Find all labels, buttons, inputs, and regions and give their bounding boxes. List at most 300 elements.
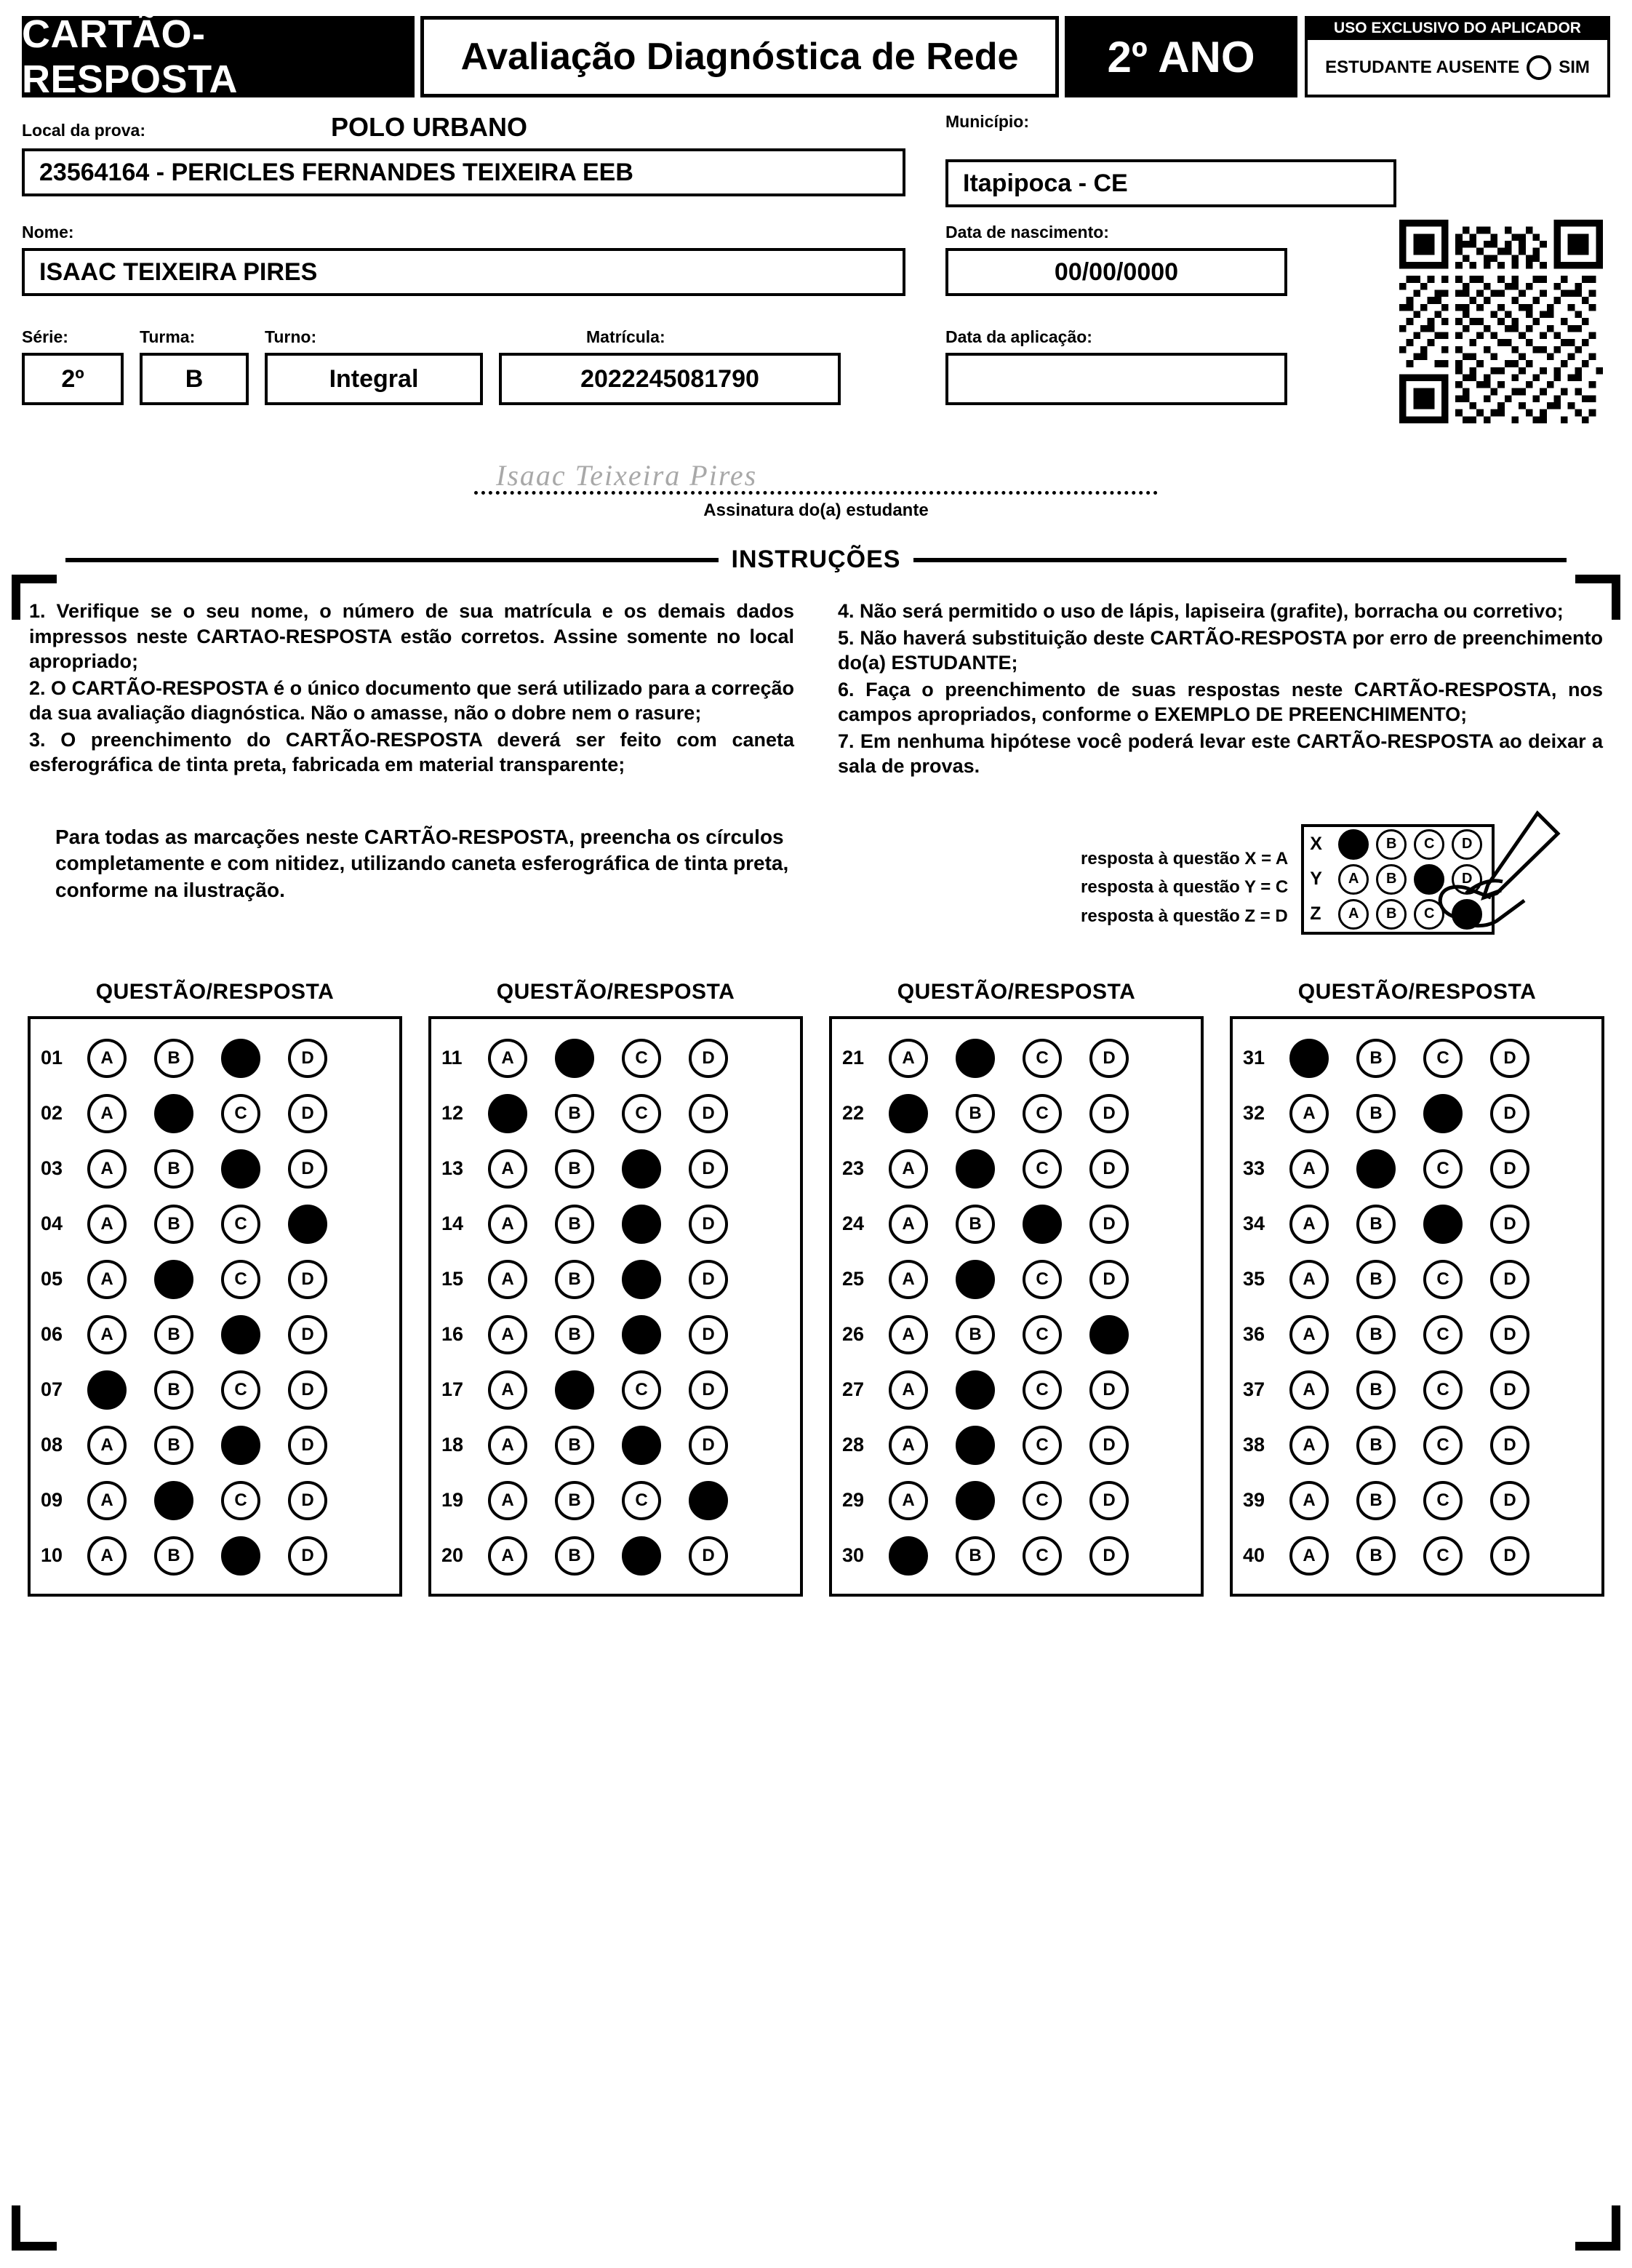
bubble-d[interactable]: D (1490, 1370, 1529, 1410)
bubble-c[interactable]: C (1023, 1370, 1062, 1410)
bubble-a[interactable]: A (889, 1370, 928, 1410)
bubble-c[interactable]: C (1023, 1094, 1062, 1133)
question-number: 38 (1243, 1434, 1265, 1456)
bubble-c[interactable]: C (622, 1370, 661, 1410)
grade-year-label: 2º ANO (1065, 16, 1297, 97)
instruction-item: 5. Não haverá substituição deste CARTÃO-RESPOSTA por erro de preenchimento do(a) ESTUDANTE; (838, 626, 1603, 674)
hand-with-pen-icon (1415, 809, 1561, 936)
bubble-d[interactable]: D (288, 1094, 327, 1133)
question-number: 02 (41, 1102, 63, 1125)
bubble-b[interactable]: B (956, 1149, 995, 1189)
question-number: 09 (41, 1489, 63, 1512)
answer-row (41, 1086, 389, 1141)
absent-student-row (1305, 40, 1610, 97)
bubble-a[interactable]: A (1289, 1426, 1329, 1465)
bubble-d[interactable]: D (288, 1260, 327, 1299)
answer-column-1 (28, 980, 402, 1597)
instruction-item: 4. Não será permitido o uso de lápis, lapiseira (grafite), borracha ou corretivo; (838, 600, 1564, 622)
question-number: 16 (441, 1323, 464, 1346)
bubble-d[interactable]: D (689, 1370, 728, 1410)
bubble-a[interactable]: A (889, 1315, 928, 1354)
registration-mark-bottom-left (12, 2205, 57, 2251)
bubble-c[interactable]: C (221, 1315, 260, 1354)
bubble-c[interactable]: C (1423, 1426, 1463, 1465)
answer-column-title: QUESTÃO/RESPOSTA (95, 979, 335, 1004)
bubble-a[interactable]: A (488, 1426, 527, 1465)
card-type-label: CARTÃO-RESPOSTA (22, 16, 415, 97)
question-number: 11 (441, 1047, 463, 1069)
bubble-d[interactable]: D (689, 1260, 728, 1299)
bubble-b[interactable]: B (154, 1205, 193, 1244)
example-bubble-grid (1301, 824, 1495, 935)
bubble-c[interactable]: C (1023, 1260, 1062, 1299)
answer-column-box (1230, 1016, 1604, 1597)
legend-line: resposta à questão Z = D (1081, 906, 1288, 927)
bubble-a[interactable]: A (1289, 1149, 1329, 1189)
bubble-b[interactable]: B (555, 1315, 594, 1354)
bubble-d[interactable]: D (689, 1481, 728, 1520)
bubble-b[interactable]: B (1356, 1149, 1396, 1189)
question-number: 25 (842, 1268, 865, 1290)
bubble-d[interactable]: D (1089, 1205, 1129, 1244)
bubble-d[interactable]: D (1490, 1536, 1529, 1576)
answer-column-box (428, 1016, 803, 1597)
bubble-d[interactable]: D (1490, 1205, 1529, 1244)
bubble-d[interactable]: D (689, 1315, 728, 1354)
answer-row (41, 1418, 389, 1473)
aplicacao-field-group (945, 327, 1287, 405)
question-number: 31 (1243, 1047, 1265, 1069)
student-misc-fields (22, 327, 841, 405)
answer-row (842, 1418, 1191, 1473)
bubble-c[interactable]: C (1423, 1315, 1463, 1354)
question-number: 24 (842, 1213, 865, 1235)
bubble-c[interactable]: C (1023, 1426, 1062, 1465)
answer-column-2 (428, 980, 803, 1597)
answer-row (1243, 1473, 1591, 1528)
aplicacao-value (945, 353, 1287, 405)
serie-field-group (22, 327, 124, 405)
bubble-c[interactable]: C (1023, 1315, 1062, 1354)
answer-row (1243, 1362, 1591, 1418)
bubble-c[interactable]: C (1023, 1039, 1062, 1078)
absent-yes-bubble[interactable] (1527, 55, 1551, 80)
answer-row (1243, 1418, 1591, 1473)
bubble-d[interactable]: D (288, 1149, 327, 1189)
answer-row (1243, 1031, 1591, 1086)
bubble-a[interactable]: A (889, 1481, 928, 1520)
bubble-a[interactable]: A (889, 1260, 928, 1299)
bubble-d[interactable]: D (1089, 1149, 1129, 1189)
question-number: 27 (842, 1378, 865, 1401)
bubble-b[interactable]: B (1356, 1481, 1396, 1520)
bubble-a[interactable]: A (1289, 1039, 1329, 1078)
bubble-b[interactable]: B (154, 1149, 193, 1189)
bubble-c[interactable]: C (1423, 1039, 1463, 1078)
identification-block (22, 112, 1610, 454)
question-number: 08 (41, 1434, 63, 1456)
bubble-b[interactable]: B (154, 1481, 193, 1520)
question-number: 10 (41, 1544, 63, 1567)
answer-row (441, 1307, 790, 1362)
example-row-label: Y (1310, 869, 1322, 890)
bubble-d[interactable]: D (288, 1039, 327, 1078)
bubble-a[interactable]: A (1289, 1536, 1329, 1576)
local-label: Local da prova: (22, 121, 145, 140)
bubble-d[interactable]: D (1490, 1039, 1529, 1078)
instructions-column-right (838, 599, 1603, 780)
bubble-c[interactable]: C (1423, 1536, 1463, 1576)
bubble-c[interactable]: C (1023, 1149, 1062, 1189)
nascimento-value: 00/00/0000 (945, 248, 1287, 296)
question-number: 14 (441, 1213, 464, 1235)
nome-label: Nome: (22, 223, 74, 241)
question-number: 19 (441, 1489, 464, 1512)
bubble-d[interactable]: D (1490, 1315, 1529, 1354)
bubble-b[interactable]: B (956, 1315, 995, 1354)
bubble-c[interactable]: C (622, 1260, 661, 1299)
bubble-c[interactable]: C (221, 1149, 260, 1189)
example-bubble-d: D (1452, 899, 1482, 930)
bubble-a[interactable]: A (488, 1260, 527, 1299)
answer-row (842, 1197, 1191, 1252)
bubble-c[interactable]: C (1423, 1149, 1463, 1189)
bubble-a[interactable]: A (87, 1370, 127, 1410)
bubble-b[interactable]: B (154, 1039, 193, 1078)
answer-row (1243, 1141, 1591, 1197)
turno-field-group (265, 327, 483, 405)
answer-row (842, 1307, 1191, 1362)
absent-yes-label: SIM (1559, 57, 1590, 77)
bubble-b[interactable]: B (555, 1370, 594, 1410)
nascimento-field-group (945, 223, 1287, 296)
answer-row (441, 1252, 790, 1307)
question-number: 36 (1243, 1323, 1265, 1346)
question-number: 07 (41, 1378, 63, 1401)
bubble-c[interactable]: C (622, 1149, 661, 1189)
bubble-d[interactable]: D (1089, 1094, 1129, 1133)
bubble-d[interactable]: D (1490, 1094, 1529, 1133)
answer-row (41, 1252, 389, 1307)
answer-row (1243, 1197, 1591, 1252)
bubble-c[interactable]: C (221, 1205, 260, 1244)
question-number: 03 (41, 1157, 63, 1180)
registration-mark-bottom-right (1575, 2205, 1620, 2251)
bubble-a[interactable]: A (889, 1536, 928, 1576)
bubble-a[interactable]: A (488, 1205, 527, 1244)
bubble-b[interactable]: B (555, 1205, 594, 1244)
bubble-b[interactable]: B (555, 1426, 594, 1465)
bubble-a[interactable]: A (1289, 1481, 1329, 1520)
bubble-c[interactable]: C (1023, 1536, 1062, 1576)
bubble-d[interactable]: D (689, 1094, 728, 1133)
bubble-c[interactable]: C (1423, 1094, 1463, 1133)
example-bubble-c: C (1414, 829, 1444, 860)
bubble-d[interactable]: D (1490, 1426, 1529, 1465)
nome-field-group (22, 223, 905, 296)
bubble-b[interactable]: B (1356, 1094, 1396, 1133)
bubble-a[interactable]: A (87, 1149, 127, 1189)
bubble-b[interactable]: B (1356, 1315, 1396, 1354)
bubble-a[interactable]: A (1289, 1370, 1329, 1410)
bubble-d[interactable]: D (1089, 1426, 1129, 1465)
serie-label: Série: (22, 327, 68, 346)
instruction-item: 1. Verifique se o seu nome, o número de sua matrícula e os demais dados impressos neste CARTAO-RESPOSTA estão corretos. Assine somente no local apropriado; (29, 600, 794, 673)
bubble-a[interactable]: A (889, 1149, 928, 1189)
answer-row (41, 1197, 389, 1252)
bubble-a[interactable]: A (87, 1039, 127, 1078)
bubble-b[interactable]: B (555, 1481, 594, 1520)
bubble-a[interactable]: A (488, 1149, 527, 1189)
bubble-d[interactable]: D (1089, 1260, 1129, 1299)
bubble-a[interactable]: A (488, 1315, 527, 1354)
answer-row (441, 1197, 790, 1252)
answer-row (1243, 1528, 1591, 1584)
bubble-b[interactable]: B (956, 1426, 995, 1465)
bubble-b[interactable]: B (1356, 1205, 1396, 1244)
bubble-b[interactable]: B (1356, 1536, 1396, 1576)
bubble-c[interactable]: C (1423, 1481, 1463, 1520)
answer-row (1243, 1252, 1591, 1307)
answer-row (842, 1086, 1191, 1141)
bubble-c[interactable]: C (622, 1205, 661, 1244)
bubble-b[interactable]: B (1356, 1370, 1396, 1410)
bubble-a[interactable]: A (87, 1426, 127, 1465)
bubble-d[interactable]: D (288, 1315, 327, 1354)
bubble-a[interactable]: A (1289, 1205, 1329, 1244)
example-bubble-b: B (1376, 829, 1407, 860)
legend-line: resposta à questão X = A (1081, 848, 1289, 869)
aplicacao-label: Data da aplicação: (945, 327, 1092, 346)
answer-column-title: QUESTÃO/RESPOSTA (496, 979, 735, 1004)
bubble-c[interactable]: C (221, 1481, 260, 1520)
instructions-title: INSTRUÇÕES (731, 546, 901, 573)
bubble-d[interactable]: D (288, 1536, 327, 1576)
bubble-a[interactable]: A (87, 1481, 127, 1520)
matricula-label: Matrícula: (586, 327, 665, 346)
bubble-d[interactable]: D (1089, 1481, 1129, 1520)
example-bubble-a: A (1338, 899, 1369, 930)
question-number: 06 (41, 1323, 63, 1346)
instruction-item: 7. Em nenhuma hipótese você poderá levar este CARTÃO-RESPOSTA ao deixar a sala de provas. (838, 730, 1603, 778)
nome-value: ISAAC TEIXEIRA PIRES (22, 248, 905, 296)
bubble-a[interactable]: A (488, 1094, 527, 1133)
bubble-b[interactable]: B (956, 1536, 995, 1576)
bubble-b[interactable]: B (154, 1536, 193, 1576)
example-bubble-d: D (1452, 864, 1482, 895)
applicator-only-box (1305, 16, 1610, 97)
municipio-label: Município: (945, 112, 1029, 131)
question-number: 33 (1243, 1157, 1265, 1180)
nascimento-label: Data de nascimento: (945, 223, 1109, 241)
bubble-c[interactable]: C (622, 1481, 661, 1520)
answer-row (41, 1362, 389, 1418)
question-number: 15 (441, 1268, 464, 1290)
bubble-d[interactable]: D (288, 1370, 327, 1410)
answer-row (41, 1141, 389, 1197)
bubble-c[interactable]: C (221, 1094, 260, 1133)
signature-line[interactable] (474, 457, 1158, 495)
answer-row (441, 1031, 790, 1086)
bubble-c[interactable]: C (1023, 1481, 1062, 1520)
question-number: 22 (842, 1102, 865, 1125)
bubble-b[interactable]: B (154, 1315, 193, 1354)
bubble-d[interactable]: D (689, 1536, 728, 1576)
municipio-field-group (945, 112, 1396, 207)
bubble-a[interactable]: A (1289, 1260, 1329, 1299)
instructions-rule-left (65, 558, 719, 562)
bubble-b[interactable]: B (555, 1094, 594, 1133)
example-row-label: X (1310, 834, 1322, 855)
exam-title: Avaliação Diagnóstica de Rede (420, 16, 1059, 97)
bubble-a[interactable]: A (889, 1039, 928, 1078)
bubble-a[interactable]: A (889, 1426, 928, 1465)
bubble-a[interactable]: A (87, 1205, 127, 1244)
bubble-b[interactable]: B (956, 1205, 995, 1244)
bubble-d[interactable]: D (288, 1481, 327, 1520)
bubble-a[interactable]: A (87, 1536, 127, 1576)
bubble-b[interactable]: B (154, 1260, 193, 1299)
bubble-c[interactable]: C (622, 1315, 661, 1354)
bubble-a[interactable]: A (1289, 1315, 1329, 1354)
instructions-header (22, 546, 1610, 574)
bubble-b[interactable]: B (555, 1149, 594, 1189)
answer-row (842, 1362, 1191, 1418)
registration-mark-top-right (1575, 575, 1620, 620)
bubble-d[interactable]: D (1490, 1481, 1529, 1520)
example-bubble-b: B (1376, 864, 1407, 895)
answer-row (441, 1418, 790, 1473)
bubble-b[interactable]: B (154, 1426, 193, 1465)
bubble-b[interactable]: B (154, 1370, 193, 1410)
example-bubble-c: C (1414, 864, 1444, 895)
bubble-b[interactable]: B (956, 1039, 995, 1078)
bubble-c[interactable]: C (622, 1536, 661, 1576)
instructions-column-left (29, 599, 794, 780)
answer-row (842, 1473, 1191, 1528)
question-number: 39 (1243, 1489, 1265, 1512)
bubble-d[interactable]: D (689, 1426, 728, 1465)
bubble-d[interactable]: D (288, 1205, 327, 1244)
applicator-box-title: USO EXCLUSIVO DO APLICADOR (1305, 16, 1610, 40)
bubble-a[interactable]: A (889, 1205, 928, 1244)
polo-value: POLO URBANO (330, 112, 527, 142)
bubble-b[interactable]: B (555, 1039, 594, 1078)
bubble-a[interactable]: A (488, 1536, 527, 1576)
bubble-d[interactable]: D (1089, 1370, 1129, 1410)
question-number: 18 (441, 1434, 464, 1456)
question-number: 35 (1243, 1268, 1265, 1290)
bubble-a[interactable]: A (87, 1315, 127, 1354)
bubble-b[interactable]: B (956, 1260, 995, 1299)
bubble-c[interactable]: C (1423, 1205, 1463, 1244)
bubble-a[interactable]: A (1289, 1094, 1329, 1133)
fill-example-legend (1081, 844, 1288, 931)
bubble-c[interactable]: C (622, 1094, 661, 1133)
turma-label: Turma: (140, 327, 196, 346)
turno-label: Turno: (265, 327, 317, 346)
qr-code (1399, 220, 1603, 423)
example-row-label: Z (1310, 903, 1321, 925)
instruction-item: 6. Faça o preenchimento de suas respostas neste CARTÃO-RESPOSTA, nos campos apropriados, conforme o EXEMPLO DE PREENCHIMENTO; (838, 678, 1603, 726)
answer-column-title: QUESTÃO/RESPOSTA (1297, 979, 1537, 1004)
bubble-b[interactable]: B (1356, 1260, 1396, 1299)
bubble-b[interactable]: B (1356, 1039, 1396, 1078)
bubble-d[interactable]: D (689, 1039, 728, 1078)
bubble-c[interactable]: C (1423, 1260, 1463, 1299)
question-number: 04 (41, 1213, 63, 1235)
bubble-d[interactable]: D (288, 1426, 327, 1465)
bubble-b[interactable]: B (956, 1094, 995, 1133)
question-number: 32 (1243, 1102, 1265, 1125)
bubble-a[interactable]: A (889, 1094, 928, 1133)
fill-example-text: Para todas as marcações neste CARTÃO-RESPOSTA, preencha os círculos completamente e com nitidez, utilizando caneta esferográfica de tinta preta, conforme na ilustração. (55, 825, 789, 901)
bubble-c[interactable]: C (1023, 1205, 1062, 1244)
bubble-d[interactable]: D (689, 1205, 728, 1244)
answer-row (1243, 1086, 1591, 1141)
bubble-b[interactable]: B (956, 1481, 995, 1520)
bubble-a[interactable]: A (488, 1039, 527, 1078)
bubble-b[interactable]: B (956, 1370, 995, 1410)
question-number: 37 (1243, 1378, 1265, 1401)
answer-column-box (829, 1016, 1204, 1597)
example-bubble-c: C (1414, 899, 1444, 930)
legend-line: resposta à questão Y = C (1081, 877, 1289, 898)
instruction-item: 2. O CARTÃO-RESPOSTA é o único documento que será utilizado para a correção da sua avaliação diagnóstica. Não o amasse, não o dobre nem o rasure; (29, 676, 794, 724)
question-number: 29 (842, 1489, 865, 1512)
answer-column-3 (829, 980, 1204, 1597)
answer-row (41, 1307, 389, 1362)
instructions-body (22, 599, 1610, 780)
question-number: 01 (41, 1047, 63, 1069)
answer-row (842, 1031, 1191, 1086)
bubble-c[interactable]: C (1423, 1370, 1463, 1410)
bubble-c[interactable]: C (221, 1039, 260, 1078)
page-header (22, 12, 1610, 101)
bubble-c[interactable]: C (622, 1039, 661, 1078)
bubble-c[interactable]: C (221, 1426, 260, 1465)
bubble-b[interactable]: B (1356, 1426, 1396, 1465)
answer-row (441, 1473, 790, 1528)
bubble-a[interactable]: A (488, 1481, 527, 1520)
turma-field-group (140, 327, 249, 405)
bubble-a[interactable]: A (87, 1260, 127, 1299)
answer-row (41, 1473, 389, 1528)
bubble-a[interactable]: A (87, 1094, 127, 1133)
bubble-d[interactable]: D (1490, 1260, 1529, 1299)
bubble-a[interactable]: A (488, 1370, 527, 1410)
bubble-b[interactable]: B (555, 1260, 594, 1299)
question-number: 21 (842, 1047, 865, 1069)
bubble-c[interactable]: C (221, 1260, 260, 1299)
bubble-d[interactable]: D (1089, 1536, 1129, 1576)
answer-column-4 (1230, 980, 1604, 1597)
bubble-d[interactable]: D (1089, 1039, 1129, 1078)
matricula-value: 2022245081790 (499, 353, 841, 405)
bubble-b[interactable]: B (555, 1536, 594, 1576)
signature-label: Assinatura do(a) estudante (703, 500, 929, 520)
bubble-c[interactable]: C (221, 1370, 260, 1410)
answer-grid (22, 980, 1610, 1597)
bubble-d[interactable]: D (1089, 1315, 1129, 1354)
bubble-d[interactable]: D (689, 1149, 728, 1189)
bubble-c[interactable]: C (221, 1536, 260, 1576)
bubble-d[interactable]: D (1490, 1149, 1529, 1189)
local-field-group (22, 112, 905, 196)
bubble-b[interactable]: B (154, 1094, 193, 1133)
bubble-c[interactable]: C (622, 1426, 661, 1465)
instructions-rule-right (913, 558, 1567, 562)
